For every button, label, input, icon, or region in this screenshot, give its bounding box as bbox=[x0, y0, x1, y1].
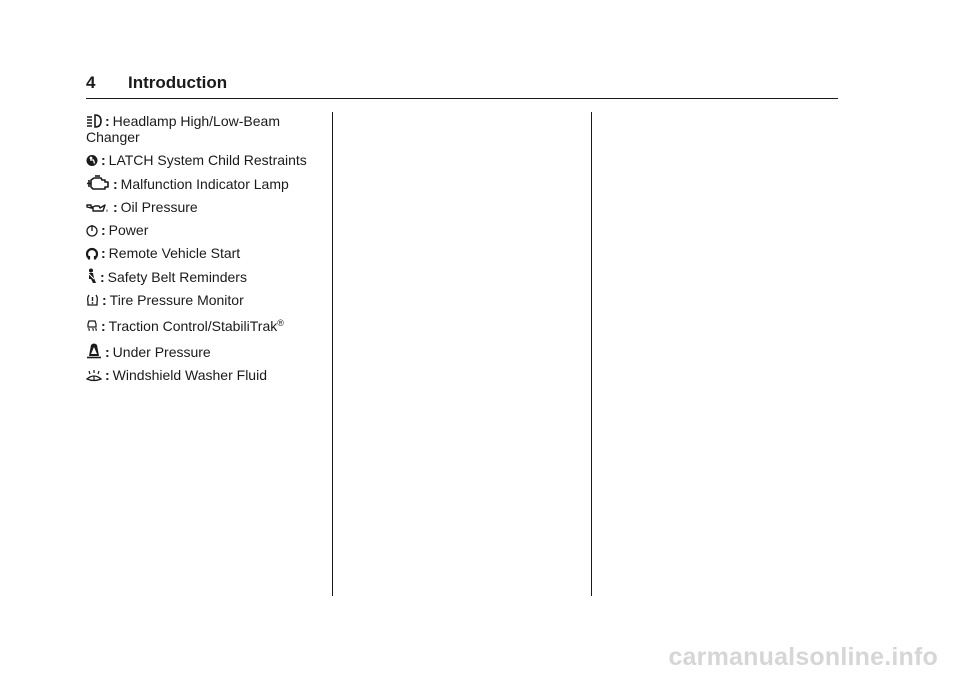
under-pressure-icon bbox=[86, 341, 102, 359]
page-header bbox=[86, 70, 838, 99]
tire-pressure-icon bbox=[86, 294, 99, 307]
symbol-item-oil: : Oil Pressure bbox=[86, 199, 326, 215]
symbol-list bbox=[86, 113, 326, 390]
symbol-label: Power bbox=[108, 222, 149, 238]
column-divider bbox=[591, 112, 592, 596]
symbol-label: Traction Control/StabiliTrak bbox=[108, 318, 278, 334]
symbol-item-under-pressure: : Under Pressure bbox=[86, 341, 326, 360]
symbol-item-washer-fluid: : Windshield Washer Fluid bbox=[86, 367, 326, 383]
engine-malfunction-icon bbox=[86, 175, 110, 191]
symbol-item-latch: : LATCH System Child Restraints bbox=[86, 152, 326, 168]
symbol-item-power: : Power bbox=[86, 222, 326, 238]
symbol-item-headlamp: : Headlamp High/Low-Beam Changer bbox=[86, 113, 280, 145]
symbol-label: Windshield Washer Fluid bbox=[112, 367, 267, 383]
watermark: carmanualsonline.info bbox=[668, 643, 938, 671]
symbol-label: Safety Belt Reminders bbox=[107, 269, 247, 285]
seat-belt-icon bbox=[86, 268, 97, 284]
registered-mark: ® bbox=[277, 318, 284, 328]
symbol-label: LATCH System Child Restraints bbox=[108, 152, 307, 168]
symbol-item-traction-control: : Traction Control/StabiliTrak® bbox=[86, 315, 326, 334]
remote-start-icon bbox=[86, 246, 98, 260]
symbol-label: Oil Pressure bbox=[120, 199, 198, 215]
symbol-label: Remote Vehicle Start bbox=[108, 245, 241, 261]
power-icon bbox=[86, 224, 98, 237]
column-divider bbox=[332, 112, 333, 596]
washer-fluid-icon bbox=[86, 369, 102, 382]
symbol-label: Tire Pressure Monitor bbox=[109, 292, 244, 308]
latch-child-restraint-icon bbox=[86, 154, 98, 167]
oil-can-icon bbox=[86, 202, 110, 214]
symbol-label: Headlamp High/Low-Beam Changer bbox=[86, 113, 280, 145]
page-number: 4 bbox=[86, 73, 96, 92]
symbol-label: Under Pressure bbox=[112, 344, 211, 360]
traction-control-icon bbox=[86, 319, 98, 333]
section-title: Introduction bbox=[128, 73, 228, 92]
symbol-item-tire-pressure: : Tire Pressure Monitor bbox=[86, 292, 326, 308]
headlamp-beam-icon bbox=[86, 114, 102, 128]
symbol-item-malfunction: : Malfunction Indicator Lamp bbox=[86, 175, 326, 192]
symbol-item-seat-belt: : Safety Belt Reminders bbox=[86, 268, 326, 285]
symbol-label: Malfunction Indicator Lamp bbox=[120, 176, 289, 192]
symbol-item-remote-start: : Remote Vehicle Start bbox=[86, 245, 326, 261]
